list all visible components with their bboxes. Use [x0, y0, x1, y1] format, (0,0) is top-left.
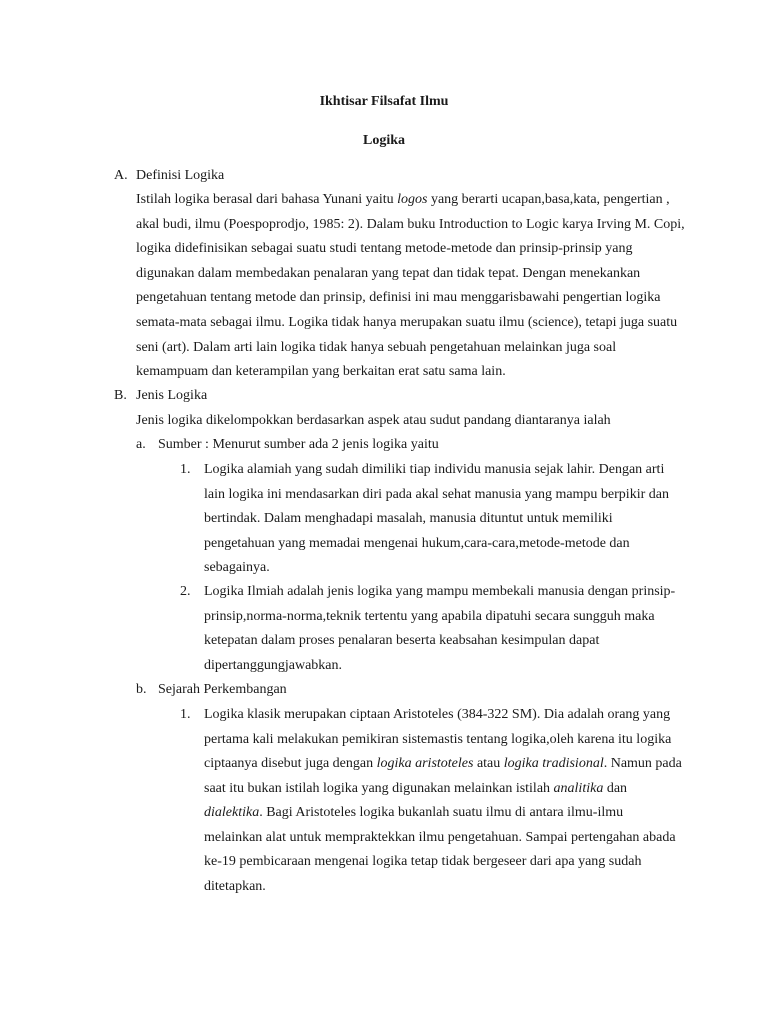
section-a-heading: Definisi Logika	[136, 168, 225, 183]
sub-a-marker: a.	[136, 437, 146, 452]
section-b-intro: Jenis logika dikelompokkan berdasarkan aspek atau sudut pandang diantaranya ialah	[136, 413, 611, 428]
sub-b-item-1-line-3: ciptaanya disebut juga dengan logika aristoteles atau logika tradisional. Namun pada	[204, 756, 682, 771]
sub-b-item-1-line-5: dialektika. Bagi Aristoteles logika bukanlah suatu ilmu di antara ilmu-ilmu	[204, 805, 624, 820]
sub-a-item-1-line-4: pengetahuan yang memadai mengenai hukum,cara-cara,metode-metode dan	[204, 536, 630, 551]
section-a-line-8: kemampuam dan keterampilan yang berkaitan erat satu sama lain.	[136, 364, 506, 379]
sub-b-heading: Sejarah Perkembangan	[158, 682, 287, 697]
section-a-line-6: semata-mata sebagai ilmu. Logika tidak hanya merupakan suatu ilmu (science), tetapi juga suatu	[136, 315, 678, 330]
sub-a-item-2-line-2: prinsip,norma-norma,teknik tertentu yang apabila dipatuhi secara sungguh maka	[204, 609, 655, 624]
section-a-marker: A.	[114, 168, 128, 183]
sub-a-item-1-line-2: lain logika ini mendasarkan diri pada akal sehat manusia yang mampu berpikir dan	[204, 487, 669, 502]
sub-b-item-1-line-1: Logika klasik merupakan ciptaan Aristoteles (384-322 SM). Dia adalah orang yang	[204, 707, 671, 722]
section-a-line-5: pengetahuan tentang metode dan prinsip, definisi ini mau menggarisbawahi pengertian logika	[136, 290, 661, 305]
document-title: Ikhtisar Filsafat Ilmu	[319, 94, 449, 109]
document-subtitle: Logika	[362, 133, 405, 148]
section-a-line-4: digunakan dalam membedakan penalaran yang tepat dan tidak tepat. Dengan menekankan	[136, 266, 641, 281]
sub-b-marker: b.	[136, 682, 147, 697]
sub-a-item-2-line-3: ketepatan dalam proses penalaran beserta keabsahan kesimpulan dapat	[204, 633, 600, 648]
sub-b-item-1-line-7: ke-19 pembicaraan mengenai logika tetap tidak bergeseer dari apa yang sudah	[204, 854, 642, 869]
section-b-heading: Jenis Logika	[136, 388, 208, 403]
sub-a-heading: Sumber : Menurut sumber ada 2 jenis logika yaitu	[158, 437, 439, 452]
section-a-line-7: seni (art). Dalam arti lain logika tidak hanya sebuah pengetahuan melainkan juga soal	[136, 340, 617, 355]
sub-a-item-1-marker: 1.	[180, 462, 191, 477]
section-b-marker: B.	[114, 388, 127, 403]
section-a-line-2: akal budi, ilmu (Poespoprodjo, 1985: 2). Dalam buku Introduction to Logic karya Irving M. Copi,	[136, 217, 685, 232]
sub-b-item-1-marker: 1.	[180, 707, 191, 722]
sub-a-item-2-line-1: Logika Ilmiah adalah jenis logika yang mampu membekali manusia dengan prinsip-	[204, 584, 676, 599]
sub-b-item-1-line-6: melainkan alat untuk mempraktekkan ilmu pengetahuan. Sampai pertengahan abada	[204, 830, 676, 845]
section-a-line-1: Istilah logika berasal dari bahasa Yunani yaitu logos yang berarti ucapan,basa,kata, pengertian ,	[136, 192, 670, 207]
sub-b-item-1-line-4: saat itu bukan istilah logika yang digunakan melainkan istilah analitika dan	[204, 781, 628, 796]
sub-a-item-1-line-1: Logika alamiah yang sudah dimiliki tiap individu manusia sejak lahir. Dengan arti	[204, 462, 665, 477]
sub-a-item-1-line-3: bertindak. Dalam menghadapi masalah, manusia dituntut untuk memiliki	[204, 511, 613, 526]
sub-b-item-1-line-8: ditetapkan.	[204, 879, 266, 894]
section-a-line-3: logika didefinisikan sebagai suatu studi tentang metode-metode dan prinsip-prinsip yang	[136, 241, 633, 256]
sub-a-item-2-line-4: dipertanggungjawabkan.	[204, 658, 343, 673]
sub-b-item-1-line-2: pertama kali melakukan pemikiran sistemastis tentang logika,oleh karena itu logika	[204, 732, 672, 747]
sub-a-item-2-marker: 2.	[180, 584, 191, 599]
sub-a-item-1-line-5: sebagainya.	[204, 560, 270, 575]
